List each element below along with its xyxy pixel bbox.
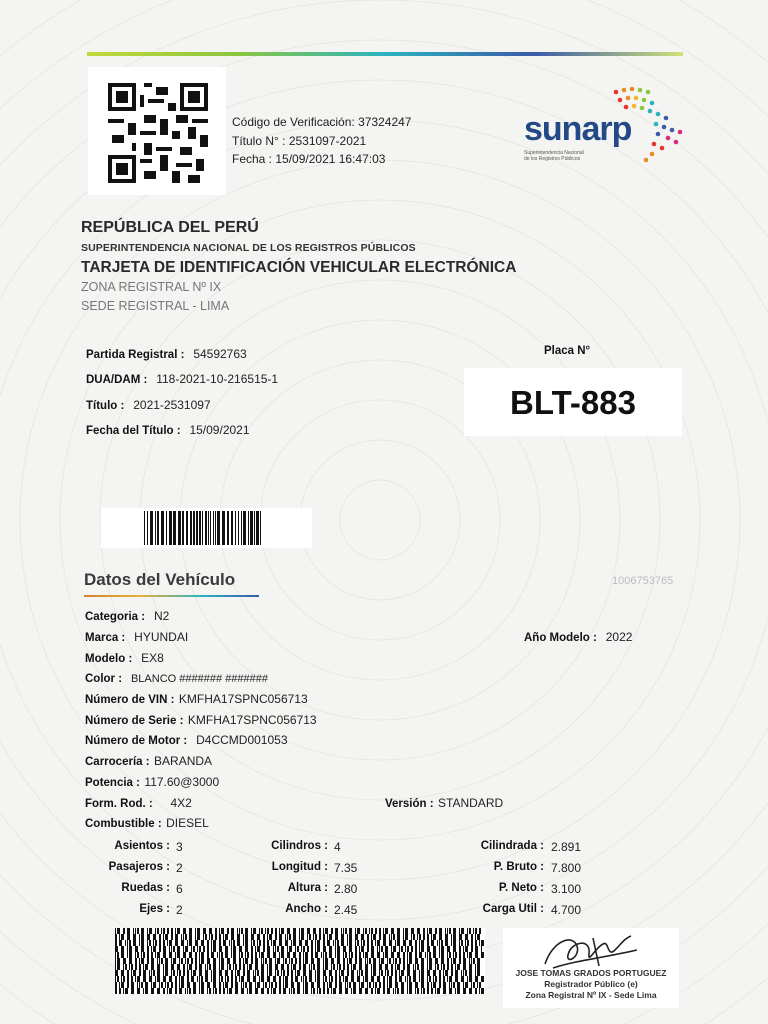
categoria-label: Categoria : — [85, 611, 146, 623]
peso-neto-value: 3.100 — [551, 882, 582, 896]
anio-modelo-label: Año Modelo : — [524, 632, 597, 644]
altura-label: Altura : — [287, 882, 328, 894]
motor-field — [85, 731, 288, 749]
categoria-field — [85, 607, 169, 625]
combustible-field — [85, 814, 209, 832]
issue-date-line — [232, 152, 385, 166]
title-number-value: 2531097-2021 — [288, 134, 367, 148]
version-field — [385, 794, 503, 812]
qr-code — [88, 67, 226, 195]
qr-code-icon — [108, 83, 208, 183]
version-label: Versión : — [385, 798, 434, 810]
title-number-label: Título N° : — [232, 134, 289, 148]
logo-subtitle — [524, 150, 584, 162]
potencia-field — [85, 773, 219, 791]
logo-subtitle-line1: Superintendencia Nacional — [524, 150, 584, 156]
barcode-small-icon — [144, 511, 264, 545]
title-number-line — [232, 134, 366, 148]
section-underline — [84, 595, 259, 597]
signer-zone: Zona Registral Nº IX - Sede Lima — [525, 990, 657, 1000]
issue-date-value: 15/09/2021 16:47:03 — [275, 152, 386, 166]
ruedas-label: Ruedas : — [121, 882, 170, 894]
dua-value: 118-2021-10-216515-1 — [156, 372, 279, 386]
pdf417-barcode-icon — [115, 928, 485, 994]
version-value: STANDARD — [438, 796, 504, 810]
verification-label: Código de Verificación: — [232, 115, 359, 129]
verification-code: 37324247 — [358, 115, 412, 129]
vin-field — [85, 690, 308, 708]
logo-wordmark: sunarp — [524, 110, 632, 148]
signer-name: JOSE TOMAS GRADOS PORTUGUEZ — [515, 968, 667, 978]
cilindrada-label: Cilindrada : — [480, 840, 544, 852]
asientos-label: Asientos : — [114, 840, 170, 852]
potencia-label: Potencia : — [85, 777, 140, 789]
form-rod-field — [85, 794, 192, 812]
partida-field — [86, 345, 247, 363]
carroceria-value: BARANDA — [154, 754, 213, 768]
anio-modelo-field — [524, 628, 632, 646]
card-title: TARJETA DE IDENTIFICACIÓN VEHICULAR ELECTRÓNICA — [81, 259, 517, 276]
modelo-field — [85, 649, 164, 667]
longitud-label: Longitud : — [271, 861, 328, 873]
peso-neto-label: P. Neto : — [498, 882, 544, 894]
registry-zone: ZONA REGISTRAL Nº IX — [81, 280, 222, 294]
agency-title: SUPERINTENDENCIA NACIONAL DE LOS REGISTROS PÚBLICOS — [81, 242, 416, 254]
signature-block — [503, 928, 679, 1008]
republic-title: REPÚBLICA DEL PERÚ — [81, 219, 259, 236]
pdf417-barcode — [115, 928, 485, 994]
document-serial: 1006753765 — [612, 575, 674, 587]
titulo-field — [86, 396, 211, 414]
serie-field — [85, 711, 317, 729]
partida-value: 54592763 — [193, 347, 247, 361]
verification-code-line — [232, 115, 411, 129]
ejes-value: 2 — [176, 903, 183, 917]
cilindros-value: 4 — [334, 840, 341, 854]
color-value: BLANCO ####### ####### — [130, 673, 268, 685]
issue-date-label: Fecha : — [232, 152, 276, 166]
color-field — [85, 669, 268, 687]
longitud-value: 7.35 — [334, 861, 358, 875]
sunarp-logo — [520, 82, 695, 172]
form-rod-label: Form. Rod. : — [85, 798, 153, 810]
plate-number: BLT-883 — [510, 384, 636, 421]
header-color-bar — [87, 52, 683, 56]
peso-bruto-value: 7.800 — [551, 861, 582, 875]
potencia-value: 117.60@3000 — [144, 775, 220, 789]
logo-subtitle-line2: de los Registros Públicos — [524, 156, 581, 162]
combustible-value: DIESEL — [166, 816, 209, 830]
dua-label: DUA/DAM : — [86, 374, 148, 386]
motor-value: D4CCMD001053 — [196, 733, 288, 747]
fecha-titulo-value: 15/09/2021 — [189, 423, 250, 437]
vin-value: KMFHA17SPNC056713 — [178, 692, 308, 706]
vehicle-section-title: Datos del Vehículo — [84, 570, 236, 589]
modelo-label: Modelo : — [85, 653, 133, 665]
marca-value: HYUNDAI — [134, 630, 189, 644]
titulo-value: 2021-2531097 — [133, 398, 211, 412]
barcode-small — [101, 508, 312, 548]
ancho-value: 2.45 — [334, 903, 358, 917]
registry-sede: SEDE REGISTRAL - LIMA — [81, 299, 230, 313]
carroceria-field — [85, 752, 212, 770]
anio-modelo-value: 2022 — [605, 630, 633, 644]
pasajeros-value: 2 — [176, 861, 183, 875]
cilindrada-value: 2.891 — [551, 840, 582, 854]
altura-value: 2.80 — [334, 882, 358, 896]
plate-label: Placa N° — [544, 345, 591, 357]
vin-label: Número de VIN : — [85, 694, 175, 706]
cilindros-label: Cilindros : — [271, 840, 328, 852]
plate-box — [464, 368, 682, 436]
serie-label: Número de Serie : — [85, 715, 184, 727]
ejes-label: Ejes : — [139, 903, 170, 915]
categoria-value: N2 — [153, 609, 170, 623]
partida-label: Partida Registral : — [86, 349, 185, 361]
serie-value: KMFHA17SPNC056713 — [187, 713, 317, 727]
titulo-label: Título : — [86, 400, 125, 412]
carga-util-label: Carga Util : — [482, 903, 544, 915]
form-rod-value: 4X2 — [170, 796, 192, 810]
pasajeros-label: Pasajeros : — [108, 861, 170, 873]
carroceria-label: Carrocería : — [85, 756, 150, 768]
asientos-value: 3 — [176, 840, 183, 854]
carga-util-value: 4.700 — [551, 903, 582, 917]
marca-label: Marca : — [85, 632, 126, 644]
color-label: Color : — [85, 673, 123, 685]
marca-field — [85, 628, 188, 646]
combustible-label: Combustible : — [85, 818, 162, 830]
dua-field — [86, 370, 278, 388]
ancho-label: Ancho : — [285, 903, 328, 915]
motor-label: Número de Motor : — [85, 735, 188, 747]
fecha-titulo-field — [86, 421, 250, 439]
peso-bruto-label: P. Bruto : — [493, 861, 544, 873]
modelo-value: EX8 — [141, 651, 164, 665]
fecha-titulo-label: Fecha del Título : — [86, 425, 181, 437]
signer-role: Registrador Público (e) — [544, 979, 638, 989]
ruedas-value: 6 — [176, 882, 183, 896]
